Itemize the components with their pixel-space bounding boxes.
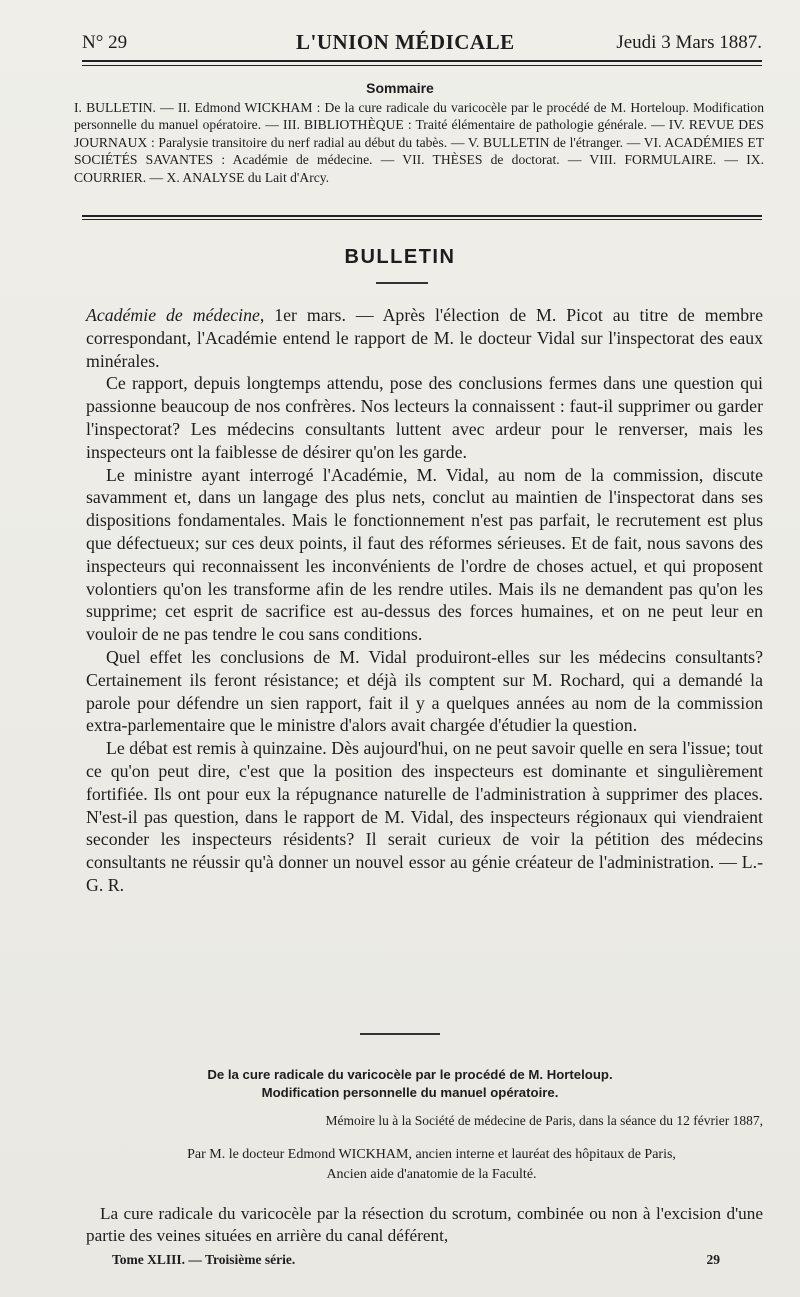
bulletin-paragraph-4: Quel effet les conclusions de M. Vidal produiront-elles sur les médecins consultants? Certainement ils feront résistance; et déjà ils comptent sur M. Rochard, qui a demandé la parole pour défendre un sien rapport, fait il y a quelques années au nom de la commission extra-parlementaire que le ministre d'alors avait chargée d'étudier la question. xyxy=(86,646,763,736)
sommaire-rule xyxy=(82,215,762,217)
article-title xyxy=(90,1066,730,1102)
page-footer xyxy=(112,1252,720,1272)
bulletin-heading: BULLETIN xyxy=(344,246,456,268)
article-body xyxy=(86,1203,763,1247)
page-header xyxy=(82,30,762,60)
section-divider xyxy=(360,1033,440,1035)
author-line-2: Ancien aide d'anatomie de la Faculté. xyxy=(326,1167,537,1182)
bulletin-paragraph-1 xyxy=(86,304,763,372)
header-rule-thin xyxy=(82,65,762,66)
bulletin-paragraph-2: Ce rapport, depuis longtemps attendu, pose des conclusions fermes dans une question qui passionne beaucoup de nos confrères. Nos lecteurs la connaissent : faut-il supprimer ou garder l'inspectorat? Les médecins consultants luttent avec ardeur pour le renverser, mais les inspecteurs ont la faiblesse de désirer qu'on les garde. xyxy=(86,373,763,462)
issue-date: Jeudi 3 Mars 1887. xyxy=(616,32,762,53)
article-title-line-1: De la cure radicale du varicocèle par le procédé de M. Horteloup. xyxy=(207,1067,613,1082)
bulletin-paragraph-5: Le débat est remis à quinzaine. Dès aujourd'hui, on ne peut savoir quelle en sera l'issue; tout ce qu'on peut dire, c'est que la position des inspecteurs est dominante et singulièrement fortifiée. Ils ont pour eux la répugnance naturelle de l'administration à supprimer des places. N'est-il pas question, dans le rapport de M. Vidal, des inspecteurs régionaux qui viendraient seconder les inspecteurs résidents? Il serait curieux de voir la pétition des médecins consultants ne réussir qu'à donner un nouvel essor au génie créateur de l'administration. — L.-G. R. xyxy=(86,738,763,895)
bulletin-paragraph-3: Le ministre ayant interrogé l'Académie, M. Vidal, au nom de la commission, discute savamment et, dans un langage des plus nets, conclut au maintien de l'inspectorat dans ses dispositions fondamentales. Mais le fonctionnement n'est pas parfait, le recrutement est plus que défectueux; sur ces deux points, il faut des réformes sérieuses. Et de fait, nous savons des inspecteurs qui reconnaissent les inconvénients de l'ordre de choses actuel, et qui proposent volontiers qu'on les transforme afin de les rendre utiles. Mais ils ne demandent pas qu'on les supprime; cet esprit de sacrifice est au-dessus des forces humaines, et on ne peut leur en vouloir de ne pas tendre le cou sans conditions. xyxy=(86,464,763,645)
article-author xyxy=(100,1145,763,1185)
bulletin-underline xyxy=(376,282,428,284)
journal-title: L'UNION MÉDICALE xyxy=(296,30,515,54)
sommaire-rule-thin xyxy=(82,219,762,220)
section-name: Académie de médecine xyxy=(86,305,260,325)
article-paragraph: La cure radicale du varicocèle par la résection du scrotum, combinée ou non à l'excision d'une partie des veines situées en arrière du canal déférent, xyxy=(86,1204,763,1245)
article-memoire-note: Mémoire lu à la Société de médecine de Paris, dans la séance du 12 février 1887, xyxy=(325,1113,763,1128)
paragraph-text: , 1er mars. — Après l'élection de M. Picot au titre de membre correspondant, l'Académie entend le rapport de M. le docteur Vidal sur l'inspectorat des eaux minérales. xyxy=(86,305,763,371)
author-line-1: Par M. le docteur Edmond WICKHAM, ancien interne et lauréat des hôpitaux de Paris, xyxy=(187,1147,676,1162)
bulletin-body xyxy=(86,304,763,897)
page-number: 29 xyxy=(706,1252,720,1267)
sommaire-text: I. BULLETIN. — II. Edmond WICKHAM : De la cure radicale du varicocèle par le procédé de M. Horteloup. Modification personnelle du manuel opératoire. — III. BIBLIOTHÈQUE : Traité élémentaire de pathologie générale. — IV. REVUE DES JOURNAUX : Paralysie transitoire du nerf radial au début du tabès. — V. BULLETIN de l'étranger. — VI. ACADÉMIES ET SOCIÉTÉS SAVANTES : Académie de médecine. — VII. THÈSES de doctorat. — VIII. FORMULAIRE. — IX. COURRIER. — X. ANALYSE du Lait d'Arcy. xyxy=(74,100,764,185)
header-rule xyxy=(82,60,762,62)
article-title-line-2: Modification personnelle du manuel opératoire. xyxy=(261,1085,559,1100)
sommaire-heading: Sommaire xyxy=(366,80,434,96)
issue-number: N° 29 xyxy=(82,32,128,53)
volume-info: Tome XLIII. — Troisième série. xyxy=(112,1252,296,1267)
